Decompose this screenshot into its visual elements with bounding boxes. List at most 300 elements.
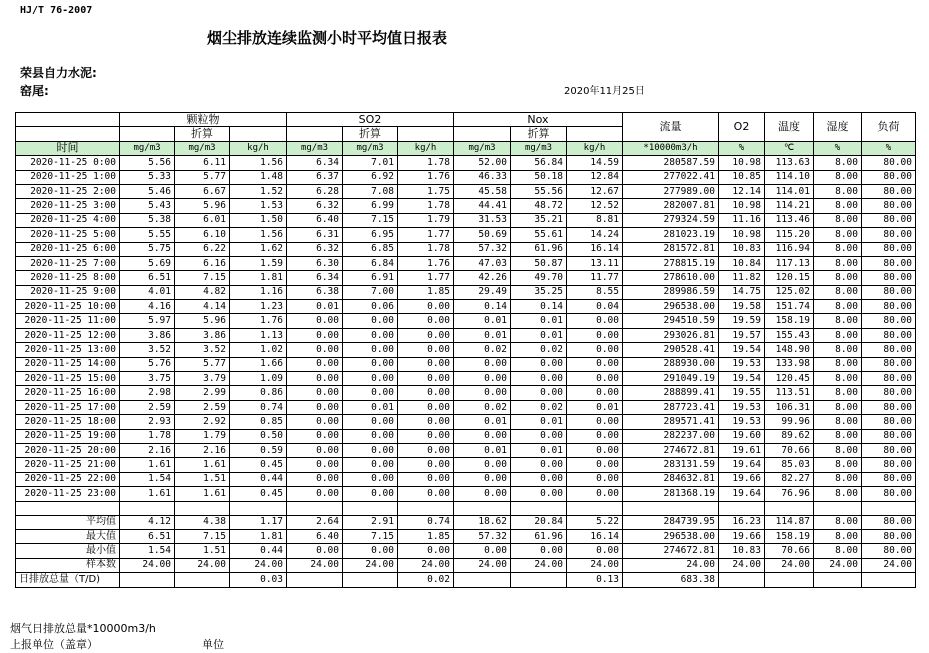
data-cell: 4.82 — [175, 285, 230, 299]
data-cell: 24.00 — [862, 558, 916, 572]
data-cell: 114.01 — [765, 184, 814, 198]
data-cell: 0.74 — [230, 400, 287, 414]
data-cell: 6.40 — [287, 529, 343, 543]
data-cell: 0.74 — [398, 515, 454, 529]
data-cell: 80.00 — [862, 285, 916, 299]
data-cell: 5.56 — [120, 156, 175, 170]
data-cell: 44.41 — [454, 199, 511, 213]
data-cell: 6.92 — [343, 170, 398, 184]
daily-total-row — [16, 573, 916, 587]
data-cell: 0.00 — [398, 314, 454, 328]
row-label: 2020-11-25 1:00 — [16, 170, 120, 184]
data-cell: 6.16 — [175, 256, 230, 270]
row-label: 2020-11-25 20:00 — [16, 443, 120, 457]
data-cell: 70.66 — [765, 443, 814, 457]
data-cell: 24.00 — [454, 558, 511, 572]
data-cell: 42.26 — [454, 271, 511, 285]
data-cell: 76.96 — [765, 487, 814, 501]
data-cell: 2.99 — [175, 386, 230, 400]
unit-cell: mg/m3 — [454, 141, 511, 155]
data-cell: 1.48 — [230, 170, 287, 184]
data-cell: 289986.59 — [623, 285, 719, 299]
data-cell: 8.00 — [814, 343, 862, 357]
data-cell: 8.00 — [814, 199, 862, 213]
data-cell: 1.79 — [175, 429, 230, 443]
data-cell: 3.86 — [120, 328, 175, 342]
data-cell: 274672.81 — [623, 544, 719, 558]
data-cell: 19.53 — [719, 357, 765, 371]
data-cell: 6.37 — [287, 170, 343, 184]
blank-cell — [814, 501, 862, 515]
data-cell: 0.85 — [230, 415, 287, 429]
data-cell: 3.79 — [175, 372, 230, 386]
row-label: 2020-11-25 0:00 — [16, 156, 120, 170]
data-cell: 19.58 — [719, 300, 765, 314]
data-cell: 52.00 — [454, 156, 511, 170]
data-cell: 50.69 — [454, 228, 511, 242]
data-cell: 0.01 — [511, 328, 567, 342]
unit-row — [16, 141, 916, 155]
data-cell: 284632.81 — [623, 472, 719, 486]
data-cell: 19.53 — [719, 400, 765, 414]
blank-cell — [230, 501, 287, 515]
data-cell: 6.10 — [175, 228, 230, 242]
daily-total-so2: 0.02 — [398, 573, 454, 587]
data-cell: 0.00 — [343, 458, 398, 472]
data-cell: 0.44 — [230, 472, 287, 486]
data-cell: 0.00 — [343, 544, 398, 558]
data-cell: 1.61 — [120, 458, 175, 472]
data-cell: 0.04 — [567, 300, 623, 314]
data-cell: 8.00 — [814, 443, 862, 457]
data-cell: 6.91 — [343, 271, 398, 285]
data-cell: 80.00 — [862, 372, 916, 386]
data-cell: 10.98 — [719, 156, 765, 170]
data-cell: 0.01 — [511, 415, 567, 429]
data-cell: 1.81 — [230, 529, 287, 543]
data-cell: 3.86 — [175, 328, 230, 342]
data-cell: 7.15 — [343, 529, 398, 543]
row-label: 最小值 — [16, 544, 120, 558]
data-cell: 16.14 — [567, 242, 623, 256]
data-cell: 0.00 — [287, 357, 343, 371]
data-cell: 24.00 — [398, 558, 454, 572]
data-cell: 1.85 — [398, 285, 454, 299]
data-cell: 50.18 — [511, 170, 567, 184]
data-cell: 0.00 — [287, 487, 343, 501]
data-cell: 4.14 — [175, 300, 230, 314]
row-label: 2020-11-25 11:00 — [16, 314, 120, 328]
data-cell: 8.00 — [814, 256, 862, 270]
blank-cell — [287, 573, 343, 587]
blank-cell — [454, 501, 511, 515]
data-cell: 0.00 — [287, 343, 343, 357]
data-cell: 47.03 — [454, 256, 511, 270]
blank-cell — [511, 501, 567, 515]
data-cell: 0.00 — [567, 472, 623, 486]
data-cell: 0.00 — [287, 472, 343, 486]
data-cell: 1.75 — [398, 184, 454, 198]
data-cell: 287723.41 — [623, 400, 719, 414]
data-cell: 5.77 — [175, 170, 230, 184]
data-cell: 0.00 — [567, 443, 623, 457]
data-cell: 14.75 — [719, 285, 765, 299]
data-cell: 8.00 — [814, 156, 862, 170]
data-cell: 8.00 — [814, 170, 862, 184]
blank-cell — [814, 573, 862, 587]
unit-cell: mg/m3 — [175, 141, 230, 155]
data-cell: 0.00 — [287, 544, 343, 558]
nox-header: Nox — [454, 113, 623, 127]
data-cell: 61.96 — [511, 242, 567, 256]
humidity-header: 湿度 — [814, 113, 862, 142]
row-label: 2020-11-25 16:00 — [16, 386, 120, 400]
data-cell: 8.00 — [814, 242, 862, 256]
data-cell: 1.78 — [398, 199, 454, 213]
table-row — [16, 372, 916, 386]
row-label: 2020-11-25 9:00 — [16, 285, 120, 299]
kiln-label: 窑尾: — [20, 84, 49, 98]
data-cell: 114.10 — [765, 170, 814, 184]
data-cell: 0.00 — [454, 372, 511, 386]
data-cell: 80.00 — [862, 515, 916, 529]
data-cell: 48.72 — [511, 199, 567, 213]
data-cell: 80.00 — [862, 256, 916, 270]
data-cell: 10.83 — [719, 242, 765, 256]
table-row — [16, 386, 916, 400]
particulate-converted-header: 折算 — [175, 127, 230, 141]
data-cell: 19.54 — [719, 343, 765, 357]
blank-cell — [343, 573, 398, 587]
data-cell: 8.00 — [814, 213, 862, 227]
data-cell: 80.00 — [862, 429, 916, 443]
data-cell: 6.01 — [175, 213, 230, 227]
data-cell: 0.59 — [230, 443, 287, 457]
data-cell: 80.00 — [862, 242, 916, 256]
data-cell: 289571.41 — [623, 415, 719, 429]
blank-cell — [862, 573, 916, 587]
data-cell: 0.44 — [230, 544, 287, 558]
data-cell: 1.09 — [230, 372, 287, 386]
data-cell: 0.01 — [511, 314, 567, 328]
daily-total-particulate: 0.03 — [230, 573, 287, 587]
data-cell: 6.38 — [287, 285, 343, 299]
data-cell: 3.52 — [120, 343, 175, 357]
row-label: 2020-11-25 23:00 — [16, 487, 120, 501]
data-cell: 11.82 — [719, 271, 765, 285]
data-cell: 0.00 — [343, 443, 398, 457]
data-cell: 80.00 — [862, 544, 916, 558]
data-cell: 120.45 — [765, 372, 814, 386]
data-cell: 80.00 — [862, 156, 916, 170]
data-cell: 6.84 — [343, 256, 398, 270]
data-cell: 24.00 — [623, 558, 719, 572]
row-label: 2020-11-25 21:00 — [16, 458, 120, 472]
data-cell: 0.00 — [454, 544, 511, 558]
data-cell: 0.00 — [287, 372, 343, 386]
table-row — [16, 170, 916, 184]
unit-cell: kg/h — [567, 141, 623, 155]
data-cell: 5.75 — [120, 242, 175, 256]
row-label: 2020-11-25 10:00 — [16, 300, 120, 314]
data-cell: 0.02 — [454, 343, 511, 357]
blank-cell — [765, 573, 814, 587]
table-row — [16, 429, 916, 443]
row-label: 最大值 — [16, 529, 120, 543]
data-cell: 0.00 — [567, 429, 623, 443]
data-cell: 293026.81 — [623, 328, 719, 342]
data-cell: 0.00 — [567, 544, 623, 558]
data-cell: 4.16 — [120, 300, 175, 314]
data-cell: 1.56 — [230, 228, 287, 242]
data-cell: 0.00 — [454, 429, 511, 443]
data-cell: 1.85 — [398, 529, 454, 543]
data-cell: 14.24 — [567, 228, 623, 242]
data-cell: 158.19 — [765, 529, 814, 543]
data-cell: 6.34 — [287, 271, 343, 285]
unit-cell: % — [814, 141, 862, 155]
particulate-header: 颗粒物 — [120, 113, 287, 127]
data-cell: 1.61 — [175, 487, 230, 501]
data-cell: 1.53 — [230, 199, 287, 213]
data-cell: 1.79 — [398, 213, 454, 227]
data-cell: 155.43 — [765, 328, 814, 342]
data-cell: 8.00 — [814, 328, 862, 342]
data-cell: 0.00 — [287, 443, 343, 457]
blank-cell — [511, 573, 567, 587]
data-cell: 19.66 — [719, 472, 765, 486]
data-cell: 80.00 — [862, 357, 916, 371]
table-row — [16, 415, 916, 429]
data-cell: 0.00 — [454, 458, 511, 472]
data-cell: 80.00 — [862, 199, 916, 213]
blank-header-cell — [567, 127, 623, 141]
data-cell: 35.21 — [511, 213, 567, 227]
row-label: 2020-11-25 22:00 — [16, 472, 120, 486]
row-label: 2020-11-25 7:00 — [16, 256, 120, 270]
data-cell: 8.00 — [814, 386, 862, 400]
data-cell: 6.51 — [120, 529, 175, 543]
data-cell: 294510.59 — [623, 314, 719, 328]
table-row — [16, 472, 916, 486]
data-cell: 8.81 — [567, 213, 623, 227]
data-cell: 4.12 — [120, 515, 175, 529]
table-row — [16, 328, 916, 342]
data-cell: 19.64 — [719, 487, 765, 501]
company-name: 荣县自力水泥: — [20, 66, 97, 80]
data-cell: 0.00 — [567, 415, 623, 429]
data-cell: 8.00 — [814, 415, 862, 429]
data-cell: 0.00 — [287, 429, 343, 443]
data-cell: 0.00 — [567, 343, 623, 357]
data-cell: 8.00 — [814, 429, 862, 443]
data-cell: 277989.00 — [623, 184, 719, 198]
data-cell: 24.00 — [567, 558, 623, 572]
row-label: 2020-11-25 13:00 — [16, 343, 120, 357]
row-label: 2020-11-25 6:00 — [16, 242, 120, 256]
data-cell: 0.00 — [511, 544, 567, 558]
data-cell: 0.00 — [287, 400, 343, 414]
data-cell: 1.54 — [120, 544, 175, 558]
data-cell: 0.00 — [343, 343, 398, 357]
data-cell: 0.00 — [567, 386, 623, 400]
data-cell: 116.94 — [765, 242, 814, 256]
data-cell: 6.99 — [343, 199, 398, 213]
data-cell: 5.46 — [120, 184, 175, 198]
data-cell: 8.00 — [814, 458, 862, 472]
data-cell: 278610.00 — [623, 271, 719, 285]
data-cell: 1.66 — [230, 357, 287, 371]
blank-header-cell — [120, 127, 175, 141]
data-cell: 6.31 — [287, 228, 343, 242]
daily-total-label: 日排放总量（T/D) — [16, 573, 120, 587]
data-cell: 114.87 — [765, 515, 814, 529]
row-label: 2020-11-25 4:00 — [16, 213, 120, 227]
data-cell: 0.00 — [343, 357, 398, 371]
data-cell: 1.76 — [398, 170, 454, 184]
data-cell: 1.59 — [230, 256, 287, 270]
data-cell: 0.00 — [511, 429, 567, 443]
data-cell: 8.00 — [814, 529, 862, 543]
data-cell: 1.77 — [398, 271, 454, 285]
data-cell: 80.00 — [862, 343, 916, 357]
data-cell: 0.00 — [398, 372, 454, 386]
data-cell: 281572.81 — [623, 242, 719, 256]
data-cell: 1.78 — [120, 429, 175, 443]
data-cell: 5.97 — [120, 314, 175, 328]
data-cell: 0.14 — [511, 300, 567, 314]
data-cell: 0.00 — [398, 544, 454, 558]
data-cell: 0.00 — [343, 415, 398, 429]
data-cell: 19.66 — [719, 529, 765, 543]
blank-cell — [16, 501, 120, 515]
data-cell: 6.11 — [175, 156, 230, 170]
data-cell: 120.15 — [765, 271, 814, 285]
data-cell: 10.85 — [719, 170, 765, 184]
data-cell: 280587.59 — [623, 156, 719, 170]
blank-header-cell — [287, 127, 343, 141]
data-cell: 89.62 — [765, 429, 814, 443]
data-cell: 0.01 — [454, 328, 511, 342]
data-cell: 19.57 — [719, 328, 765, 342]
data-cell: 1.13 — [230, 328, 287, 342]
data-cell: 80.00 — [862, 529, 916, 543]
data-cell: 16.14 — [567, 529, 623, 543]
blank-cell — [120, 501, 175, 515]
data-cell: 0.00 — [398, 443, 454, 457]
data-cell: 0.00 — [398, 386, 454, 400]
time-header: 时间 — [16, 141, 120, 155]
blank-cell — [454, 573, 511, 587]
data-cell: 82.27 — [765, 472, 814, 486]
unit-cell: kg/h — [230, 141, 287, 155]
load-header: 负荷 — [862, 113, 916, 142]
data-cell: 35.25 — [511, 285, 567, 299]
row-label: 2020-11-25 12:00 — [16, 328, 120, 342]
data-cell: 1.76 — [398, 256, 454, 270]
data-cell: 85.03 — [765, 458, 814, 472]
table-row — [16, 285, 916, 299]
data-cell: 0.00 — [511, 472, 567, 486]
table-row — [16, 458, 916, 472]
data-cell: 16.23 — [719, 515, 765, 529]
data-cell: 10.84 — [719, 256, 765, 270]
data-cell: 19.53 — [719, 415, 765, 429]
data-cell: 0.00 — [343, 386, 398, 400]
data-cell: 5.43 — [120, 199, 175, 213]
data-cell: 8.00 — [814, 515, 862, 529]
data-cell: 0.00 — [398, 458, 454, 472]
data-cell: 0.00 — [398, 415, 454, 429]
blank-cell — [175, 501, 230, 515]
table-row — [16, 213, 916, 227]
data-cell: 49.70 — [511, 271, 567, 285]
data-cell: 24.00 — [230, 558, 287, 572]
data-cell: 282007.81 — [623, 199, 719, 213]
data-cell: 6.22 — [175, 242, 230, 256]
unit-cell: ℃ — [765, 141, 814, 155]
data-cell: 8.00 — [814, 314, 862, 328]
data-cell: 2.64 — [287, 515, 343, 529]
blank-cell — [175, 573, 230, 587]
data-cell: 8.00 — [814, 271, 862, 285]
data-cell: 8.00 — [814, 357, 862, 371]
data-cell: 291049.19 — [623, 372, 719, 386]
data-cell: 281023.19 — [623, 228, 719, 242]
table-row — [16, 242, 916, 256]
data-cell: 0.00 — [398, 357, 454, 371]
data-cell: 12.14 — [719, 184, 765, 198]
data-cell: 11.77 — [567, 271, 623, 285]
data-cell: 0.14 — [454, 300, 511, 314]
data-cell: 7.15 — [175, 271, 230, 285]
data-cell: 50.87 — [511, 256, 567, 270]
data-cell: 2.98 — [120, 386, 175, 400]
data-cell: 296538.00 — [623, 300, 719, 314]
data-cell: 19.55 — [719, 386, 765, 400]
data-cell: 3.75 — [120, 372, 175, 386]
unit-cell: mg/m3 — [287, 141, 343, 155]
data-cell: 278815.19 — [623, 256, 719, 270]
blank-header-cell — [16, 113, 120, 127]
unit-cell: % — [719, 141, 765, 155]
data-cell: 24.00 — [287, 558, 343, 572]
data-cell: 0.01 — [454, 314, 511, 328]
row-label: 2020-11-25 2:00 — [16, 184, 120, 198]
data-cell: 8.00 — [814, 544, 862, 558]
summary-row — [16, 515, 916, 529]
data-cell: 0.01 — [454, 415, 511, 429]
data-cell: 2.91 — [343, 515, 398, 529]
row-label: 2020-11-25 5:00 — [16, 228, 120, 242]
data-cell: 1.16 — [230, 285, 287, 299]
data-cell: 19.59 — [719, 314, 765, 328]
data-cell: 0.01 — [567, 400, 623, 414]
data-cell: 0.00 — [511, 372, 567, 386]
blank-header-cell — [230, 127, 287, 141]
data-cell: 80.00 — [862, 400, 916, 414]
data-cell: 113.46 — [765, 213, 814, 227]
data-cell: 1.17 — [230, 515, 287, 529]
data-cell: 0.00 — [454, 357, 511, 371]
data-cell: 4.38 — [175, 515, 230, 529]
row-label: 2020-11-25 19:00 — [16, 429, 120, 443]
data-cell: 0.00 — [567, 314, 623, 328]
data-cell: 80.00 — [862, 487, 916, 501]
data-cell: 283131.59 — [623, 458, 719, 472]
daily-total-flow: 683.38 — [623, 573, 719, 587]
data-cell: 13.11 — [567, 256, 623, 270]
